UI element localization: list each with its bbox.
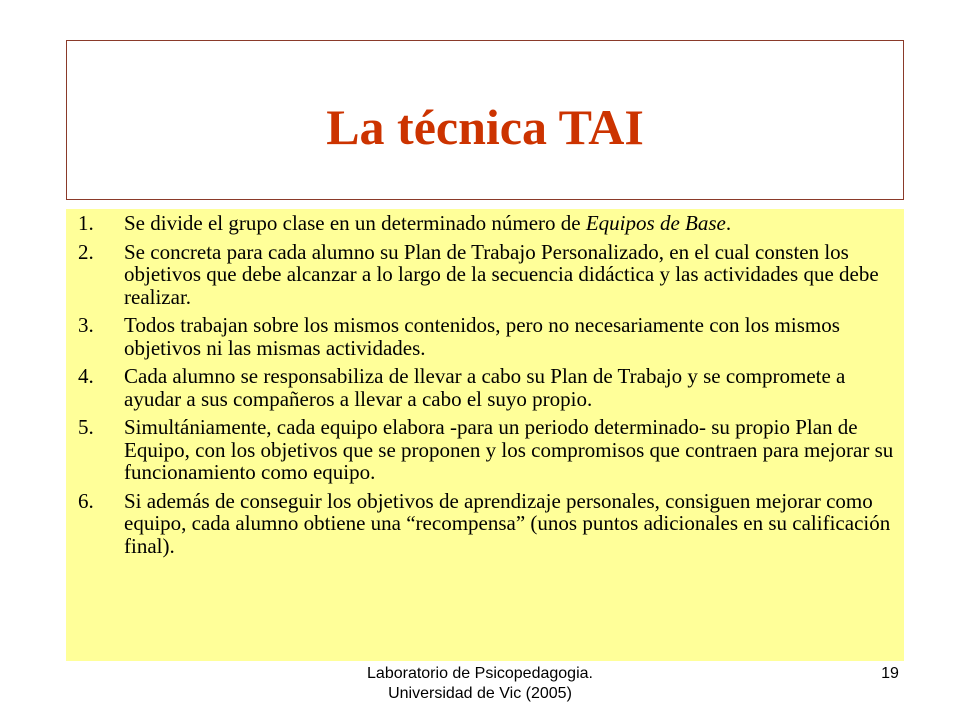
list-item-text: Simultániamente, cada equipo elabora -para un periodo determinado- su propio Plan de Equipo, con los objetivos que se proponen y los compromisos que contraen para mejorar su funcionamiento como equipo. — [124, 415, 894, 484]
list-item — [76, 314, 896, 359]
list-item-text: Se concreta para cada alumno su Plan de Trabajo Personalizado, en el cual consten los objetivos que debe alcanzar a lo largo de la secuencia didáctica y las actividades que debe realizar. — [124, 239, 879, 309]
list-item-number: 5. — [78, 415, 94, 439]
list-item-text: Cada alumno se responsabiliza de llevar a cabo su Plan de Trabajo y se compromete a ayudar a sus compañeros a llevar a cabo el suyo propio. — [124, 364, 846, 411]
list-item-text-part: . — [725, 211, 732, 235]
list-item-emphasis: Equipos de Base — [585, 211, 726, 235]
list-item — [76, 241, 896, 309]
list-item-text: Todos trabajan sobre los mismos contenidos, pero no necesariamente con los mismos objetivos ni las mismas actividades. — [124, 313, 840, 360]
list-item-number: 2. — [78, 239, 94, 264]
content-box — [66, 209, 904, 661]
title-box — [66, 40, 904, 200]
page-number: 19 — [881, 665, 899, 682]
list-item-number: 4. — [78, 364, 94, 388]
list-item — [76, 416, 896, 484]
list-item — [76, 490, 896, 558]
list-item-number: 6. — [78, 488, 94, 513]
steps-list — [76, 212, 896, 557]
list-item — [76, 365, 896, 410]
footer-line: Universidad de Vic (2005) — [388, 685, 572, 702]
list-item — [76, 212, 896, 235]
footer-line: Laboratorio de Psicopedagogia. — [367, 665, 593, 682]
list-item-text — [124, 212, 896, 235]
slide-footer — [320, 664, 640, 704]
list-item-text: Si además de conseguir los objetivos de aprendizaje personales, consiguen mejorar como equipo, cada alumno obtiene una “recompensa” (unos puntos adicionales en su calificación final). — [124, 488, 891, 558]
slide-title: La técnica TAI — [326, 99, 644, 155]
list-item-number: 3. — [78, 313, 94, 337]
list-item-text-part: Se divide el grupo clase en un determinado número de — [124, 211, 586, 235]
list-item-number: 1. — [78, 211, 94, 235]
